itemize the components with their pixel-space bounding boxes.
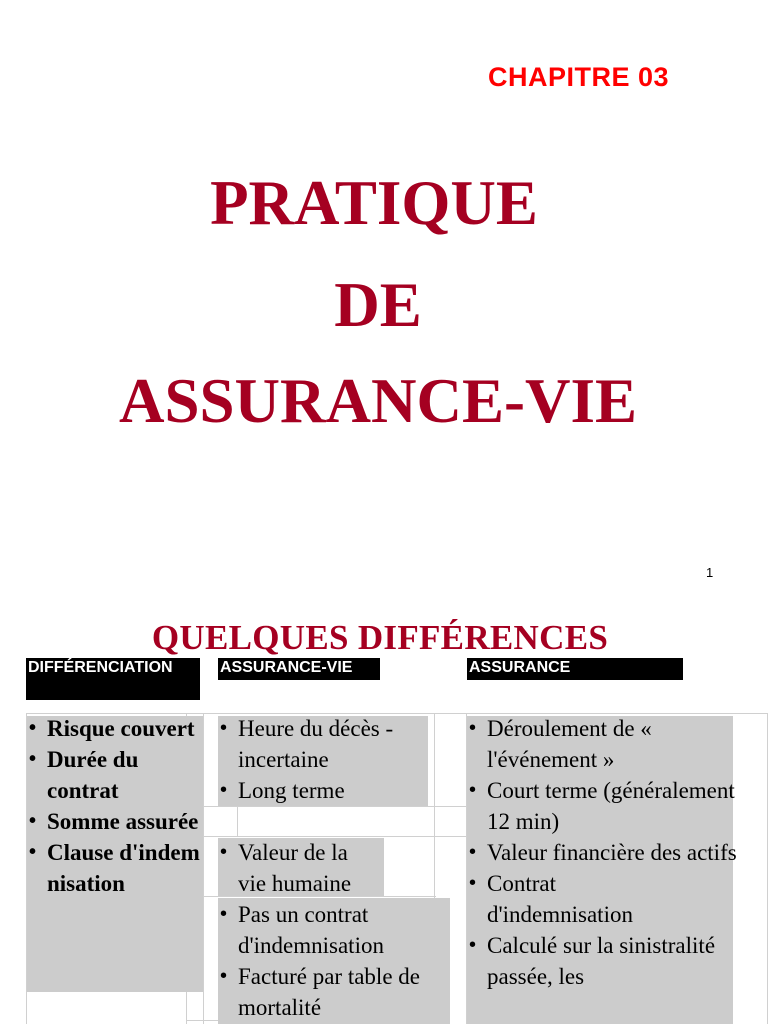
list-item: • Heure du décès - incertaine: [218, 713, 428, 775]
list-item: • Déroulement de « l'événement »: [467, 713, 687, 775]
assurance-list: [467, 713, 767, 992]
chapter-label: CHAPITRE 03: [488, 62, 670, 92]
column-divider: [237, 806, 238, 836]
header-differenciation: DIFFÉRENCIATION: [26, 658, 200, 700]
differenciation-list: [27, 713, 207, 899]
row-divider: [203, 806, 467, 807]
list-item: • Facturé par table de mortalité: [218, 961, 474, 1023]
list-item: • Somme assurée: [27, 806, 207, 837]
list-item: • Risque couvert: [27, 713, 207, 744]
list-item: • Valeur de la vie humaine: [218, 837, 378, 899]
assurance-vie-list-bottom: [218, 837, 458, 1023]
header-assurance: ASSURANCE: [467, 658, 683, 680]
slide-title: QUELQUES DIFFÉRENCES: [151, 618, 609, 657]
list-item: • Clause d'indemnisation: [27, 837, 207, 899]
title-line-3: ASSURANCE-VIE: [118, 366, 638, 436]
assurance-vie-list-top: [218, 713, 438, 806]
title-line-2: DE: [334, 270, 422, 340]
list-item: • Durée du contrat: [27, 744, 207, 806]
list-item: • Calculé sur la sinistralité passée, les: [467, 930, 747, 992]
list-item: • Long terme: [218, 775, 438, 806]
page-number: 1: [706, 565, 714, 580]
header-assurance-vie: ASSURANCE-VIE: [218, 658, 380, 680]
list-item: • Pas un contrat d'indemnisation: [218, 899, 438, 961]
list-item: • Contrat d'indemnisation: [467, 868, 687, 930]
title-line-1: PRATIQUE: [210, 168, 538, 238]
list-item: • Court terme (généralement 12 min): [467, 775, 757, 837]
list-item: • Valeur financière des actifs: [467, 837, 747, 868]
